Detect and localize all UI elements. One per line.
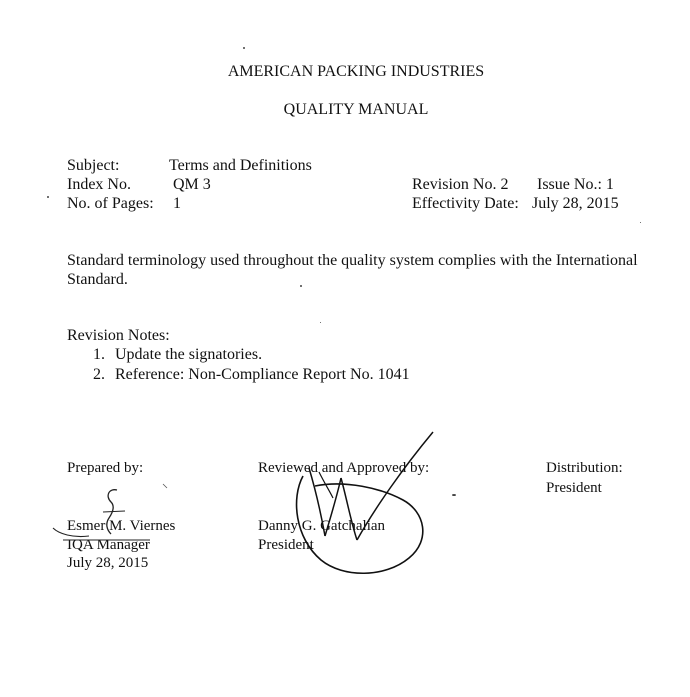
revision-note-text: Update the signatories. <box>115 346 263 363</box>
revision-number: Revision No. 2 <box>412 176 509 193</box>
index-label: Index No. <box>67 176 131 193</box>
reviewer-title: President <box>258 537 314 553</box>
preparer-title: IQA Manager <box>67 537 150 553</box>
scan-speck <box>452 494 456 496</box>
scan-speck <box>47 196 49 198</box>
prepared-by-label: Prepared by: <box>67 460 144 476</box>
subject-value: Terms and Definitions <box>169 157 312 174</box>
manual-title: QUALITY MANUAL <box>283 101 429 118</box>
reviewer-name: Danny G. Gatchalian <box>258 518 386 534</box>
reviewer-signature <box>285 428 445 578</box>
revision-note-text: Reference: Non-Compliance Report No. 1041 <box>115 366 410 383</box>
pages-label: No. of Pages: <box>67 195 154 212</box>
revision-note-number: 2. <box>93 366 105 383</box>
revision-note-number: 1. <box>93 346 105 363</box>
issue-number: Issue No.: 1 <box>537 176 614 193</box>
scan-speck <box>320 322 321 323</box>
subject-label: Subject: <box>67 157 120 174</box>
prepared-date: July 28, 2015 <box>67 555 149 571</box>
scan-speck <box>640 222 641 223</box>
index-value: QM 3 <box>173 176 211 193</box>
reviewed-by-label: Reviewed and Approved by: <box>258 460 430 476</box>
preparer-name: Esmer M. Viernes <box>67 518 176 534</box>
distribution-label: Distribution: <box>546 460 623 476</box>
revision-notes-title: Revision Notes: <box>67 327 170 344</box>
distribution-value: President <box>546 480 602 496</box>
scan-speck <box>300 285 302 287</box>
company-name: AMERICAN PACKING INDUSTRIES <box>227 63 485 80</box>
scan-speck <box>243 47 245 49</box>
effectivity-date: July 28, 2015 <box>532 195 619 212</box>
pages-value: 1 <box>173 195 181 212</box>
body-paragraph: Standard terminology used throughout the quality system complies with the International Standard. <box>67 252 638 288</box>
effectivity-label: Effectivity Date: <box>412 195 519 212</box>
